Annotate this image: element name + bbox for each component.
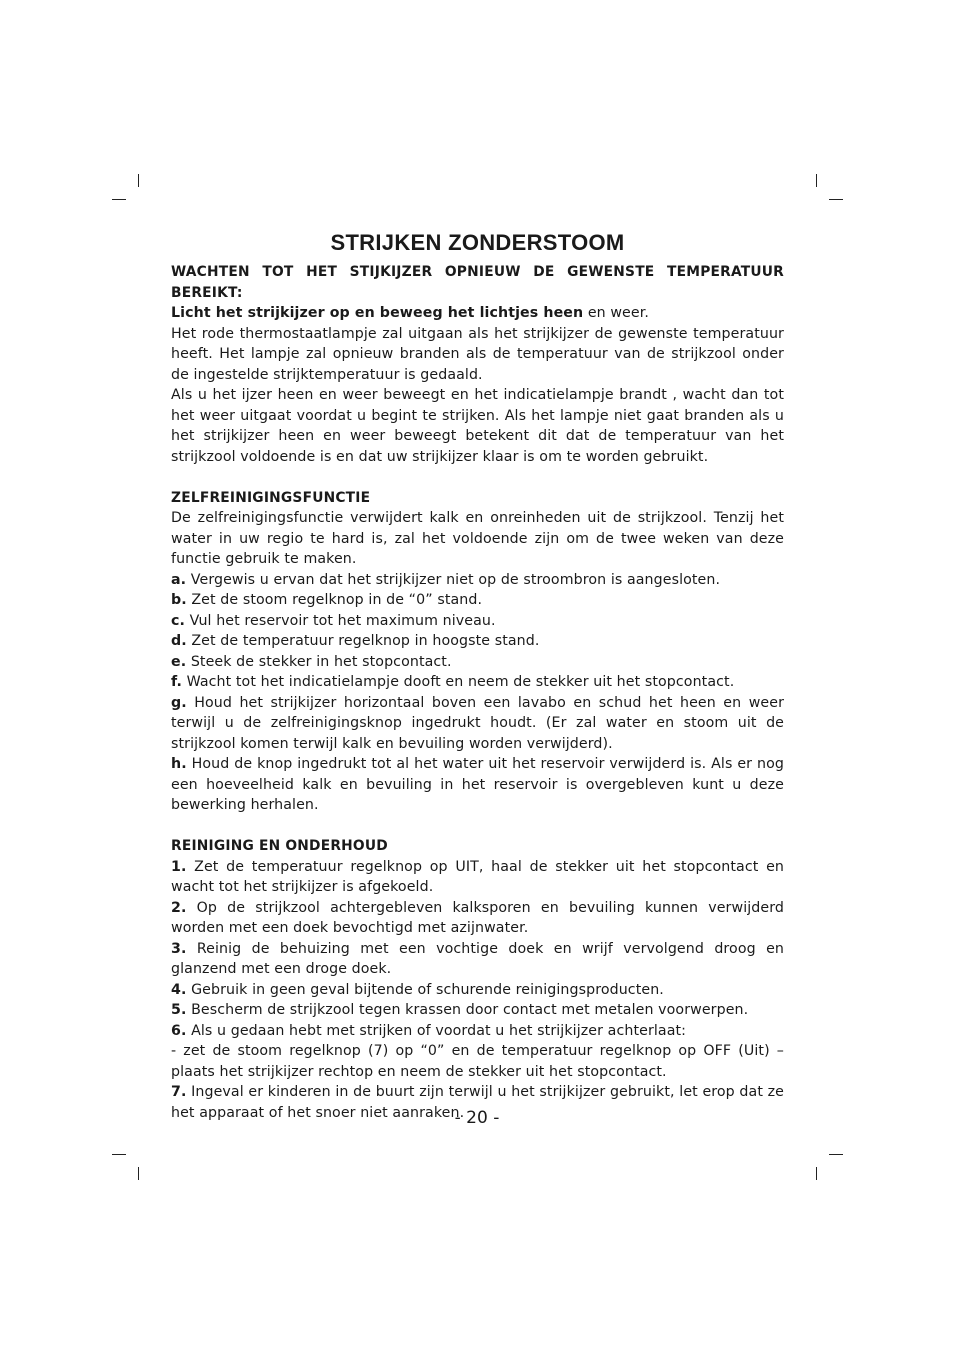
step-text: Vergewis u ervan dat het strijkijzer niet op de stroombron is aangesloten. bbox=[186, 571, 721, 588]
list-item bbox=[171, 980, 784, 1001]
paragraph: Het rode thermostaatlampje zal uitgaan als het strijkijzer de gewenste temperatuur heeft. Het lampje zal opnieuw branden als de temperatuur van de strijkzool onder de ingestelde strijktemperatuur is gedaald. bbox=[171, 325, 784, 383]
list-item bbox=[171, 611, 784, 632]
page-number: - 20 - bbox=[454, 1108, 500, 1128]
step-label: 2. bbox=[171, 899, 187, 916]
step-label: b. bbox=[171, 592, 187, 608]
list-item bbox=[171, 754, 784, 816]
step-text: Op de strijkzool achtergebleven kalksporen en bevuiling kunnen verwijderd worden met een doek bevochtigd met azijnwater. bbox=[171, 899, 784, 936]
step-text: Reinig de behuizing met een vochtige doek en wrijf vervolgend droog en glanzend met een droge doek. bbox=[171, 940, 784, 977]
step-text: Als u gedaan hebt met strijken of voordat u het strijkijzer achterlaat: bbox=[186, 1022, 687, 1039]
list-item bbox=[171, 939, 784, 980]
list-item bbox=[171, 1021, 784, 1042]
step-text: Houd de knop ingedrukt tot al het water uit het reservoir verwijderd is. Als er nog een hoeveelheid kalk en bevuiling in het reservoir is overgebleven kunt u deze bewerking herhalen. bbox=[171, 756, 784, 813]
paragraph: - zet de stoom regelknop (7) op “0” en de temperatuur regelknop op OFF (Uit) – plaats het strijkijzer rechtop en neem de stekker uit het stopcontact. bbox=[171, 1043, 784, 1080]
crop-mark bbox=[816, 174, 817, 187]
step-label: 3. bbox=[171, 940, 187, 957]
step-label: 1. bbox=[171, 858, 187, 875]
step-label: f. bbox=[171, 674, 182, 690]
list-item bbox=[171, 693, 784, 755]
text: en weer. bbox=[583, 305, 649, 321]
crop-mark bbox=[138, 1167, 139, 1180]
step-text: Wacht tot het indicatielampje dooft en neem de stekker uit het stopcontact. bbox=[182, 674, 735, 690]
crop-mark bbox=[112, 199, 126, 200]
step-label: d. bbox=[171, 633, 187, 649]
paragraph: De zelfreinigingsfunctie verwijdert kalk en onreinheden uit de strijkzool. Tenzij het water in uw regio te hard is, zal het voldoende zijn om de twee weken van deze functie gebruik te maken. bbox=[171, 510, 784, 567]
list-item bbox=[171, 1000, 784, 1021]
list-item bbox=[171, 570, 784, 591]
crop-mark bbox=[138, 174, 139, 187]
bold-text: Licht het strijkijzer op en beweeg het lichtjes heen bbox=[171, 305, 584, 321]
crop-mark bbox=[816, 1167, 817, 1180]
list-item bbox=[171, 898, 784, 939]
step-text: Steek de stekker in het stopcontact. bbox=[186, 653, 452, 670]
step-label: 6. bbox=[171, 1022, 187, 1039]
step-text: Houd het strijkijzer horizontaal boven een lavabo en schud het heen en weer terwijl u de zelfreinigingsknop ingedrukt houdt. (Er zal water en stoom uit de strijkzool komen terwijl kalk en bevuiling worden verwijderd). bbox=[171, 694, 784, 752]
step-label: e. bbox=[171, 653, 187, 670]
step-text: Ingeval er kinderen in de buurt zijn terwijl u het strijkijzer gebruikt, let erop dat ze het apparaat of het snoer niet aanraken. bbox=[171, 1084, 784, 1121]
step-text: Zet de temperatuur regelknop op UIT, haal de stekker uit het stopcontact en wacht tot het strijkijzer is afgekoeld. bbox=[171, 858, 784, 895]
step-label: 5. bbox=[171, 1002, 187, 1018]
section-heading: WACHTEN TOT HET STIJKIJZER OPNIEUW DE GEWENSTE TEMPERATUUR BEREIKT: bbox=[171, 264, 784, 301]
paragraph bbox=[171, 303, 784, 324]
page-content bbox=[171, 226, 784, 1123]
step-text: Gebruik in geen geval bijtende of schurende reinigingsproducten. bbox=[186, 981, 664, 998]
step-text: Vul het reservoir tot het maximum niveau. bbox=[185, 612, 496, 629]
step-label: 7. bbox=[171, 1084, 187, 1100]
list-item bbox=[171, 857, 784, 898]
paragraph: Als u het ijzer heen en weer beweegt en het indicatielampje brandt , wacht dan tot het weer uitgaat voordat u begint te strijken. Als het lampje niet gaat branden als u het strijkijzer heen en weer beweegt betekent dit dat de temperatuur van het strijkzool voldoende is en dat uw strijkijzer klaar is om te worden gebruikt. bbox=[171, 387, 784, 465]
step-label: h. bbox=[171, 756, 187, 772]
step-label: c. bbox=[171, 612, 185, 629]
list-item bbox=[171, 631, 784, 652]
step-label: a. bbox=[171, 571, 187, 588]
page-title: STRIJKEN ZONDERSTOOM bbox=[330, 230, 625, 255]
step-text: Zet de temperatuur regelknop in hoogste stand. bbox=[186, 633, 540, 649]
section-heading: ZELFREINIGINGSFUNCTIE bbox=[171, 489, 371, 506]
crop-mark bbox=[112, 1154, 126, 1155]
step-text: Zet de stoom regelknop in de “0” stand. bbox=[186, 592, 483, 608]
section-heading: REINIGING EN ONDERHOUD bbox=[171, 838, 388, 854]
crop-mark bbox=[829, 199, 843, 200]
step-text: Bescherm de strijkzool tegen krassen door contact met metalen voorwerpen. bbox=[186, 1002, 749, 1018]
list-item bbox=[171, 672, 784, 693]
list-item bbox=[171, 652, 784, 673]
step-label: g. bbox=[171, 694, 187, 711]
step-label: 4. bbox=[171, 981, 187, 998]
list-item bbox=[171, 590, 784, 611]
crop-mark bbox=[829, 1154, 843, 1155]
